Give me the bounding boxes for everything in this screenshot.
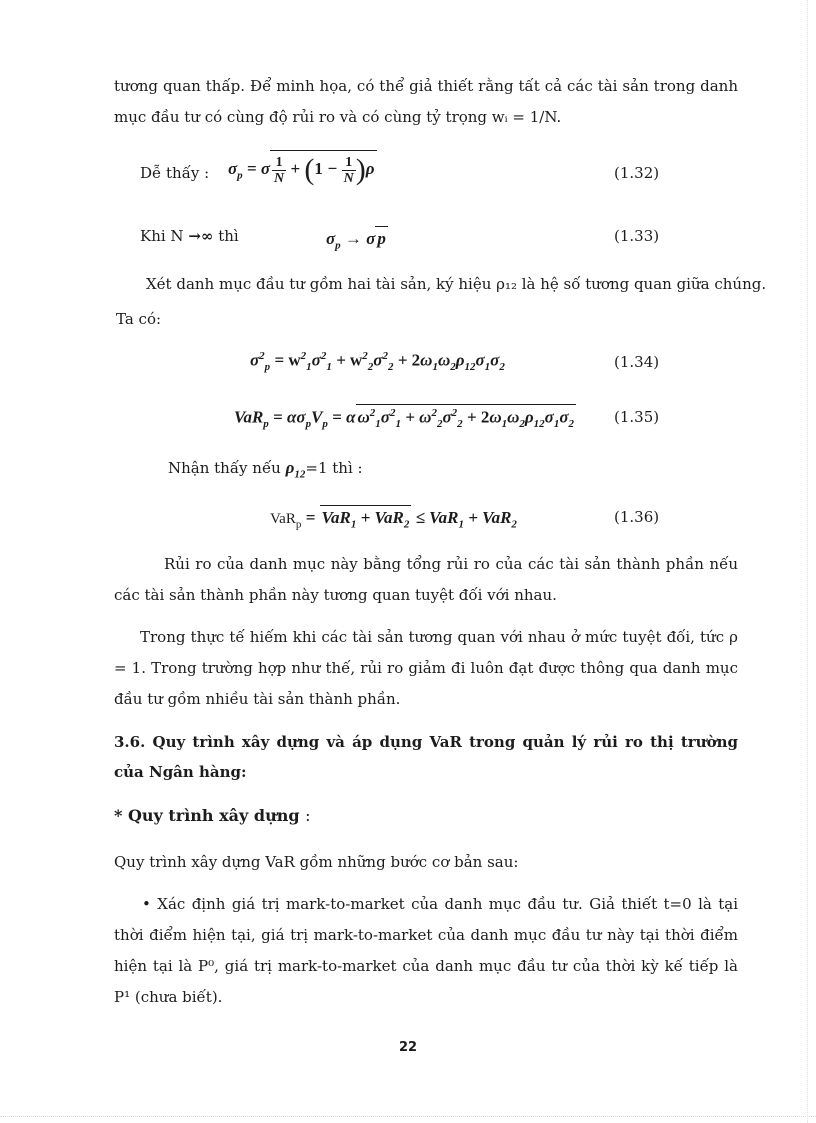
eq136-number: (1.36)	[614, 508, 660, 526]
eq132-label: Dễ thấy :	[140, 164, 210, 182]
paragraph-risk: Rủi ro của danh mục này bằng tổng rủi ro của các tài sản thành phần nếu các tài sản thành phần này tương quan tuyệt đối với nhau.	[114, 555, 738, 604]
sqrt-sign: $\frac{1}{N}$ + (1 − $\frac{1}{N}$ )ρ	[270, 150, 377, 187]
page-number: 22	[398, 1040, 418, 1055]
page-bottom-edge	[0, 1116, 816, 1117]
eq132-number: (1.32)	[614, 164, 660, 182]
paragraph-practice: Trong thực tế hiếm khi các tài sản tương quan với nhau ở mức tuyệt đối, tức ρ = 1. Trong trường hợp như thế, rủi ro giảm đi luôn đạt được thông qua danh mục đầu tư gồm nhiều tài sản thành phần.	[114, 628, 738, 708]
equation-1-35: $VaR_p = \alpha\sigma_pV_p = \alpha$ $\omega^2_1\sigma^2_1 + \omega^2_2\sigma^2_2 + 2\omega_1\omega_2\rho_{12}\sigma_1\sigma_2$	[234, 404, 576, 430]
equation-1-36: VaR$_p$ = VaR$_1$ + VaR$_2$ ≤ VaR$_1$ + VaR$_2$	[270, 505, 517, 530]
section-heading: 3.6. Quy trình xây dựng và áp dụng VaR trong quản lý rủi ro thị trường của Ngân hàng:	[114, 733, 738, 781]
subheading: * Quy trình xây dựng :	[114, 806, 311, 825]
paragraph-steps-intro: Quy trình xây dựng VaR gồm những bước cơ bản sau:	[114, 853, 519, 871]
equation-1-32: $\sigma_p = \sigma$ $\frac{1}{N}$ + (1 − $\frac{1}{N}$ )ρ	[228, 150, 377, 187]
equation-1-34: $\sigma^2_p = w^2_1\sigma^2_1 + w^2_2\sigma^2_2 + 2\omega_1\omega_2\rho_{12}\sigma_1\sigma_2$	[250, 350, 505, 374]
paragraph-intro: tương quan thấp. Để minh họa, có thể giả thiết rằng tất cả các tài sản trong danh mục đầu tư có cùng độ rủi ro và có cùng tỷ trọng wᵢ = 1/N.	[114, 77, 738, 126]
eq133-number: (1.33)	[614, 227, 660, 245]
nhan-thay-line: Nhận thấy nếu $\rho_{12}=1$ thì :	[168, 458, 363, 481]
equation-1-33: $\sigma_p \to \sigma$ p	[326, 226, 388, 251]
page-right-edge	[807, 0, 808, 1123]
ta-co: Ta có:	[116, 310, 162, 328]
eq134-number: (1.34)	[614, 353, 660, 371]
bullet-item-1: • Xác định giá trị mark-to-market của danh mục đầu tư. Giả thiết t=0 là tại thời điểm hiện tại, giá trị mark-to-market của danh mục đầu tư này tại thời điểm hiện tại là P⁰, giá trị mark-to-market của danh mục đầu tư của thời kỳ kế tiếp là P¹ (chưa biết).	[114, 895, 738, 1006]
eq135-number: (1.35)	[614, 408, 660, 426]
paragraph-two-assets: Xét danh mục đầu tư gồm hai tài sản, ký hiệu ρ₁₂ là hệ số tương quan giữa chúng.	[146, 275, 767, 293]
eq133-prefix: Khi N →∞ thì	[140, 227, 239, 245]
